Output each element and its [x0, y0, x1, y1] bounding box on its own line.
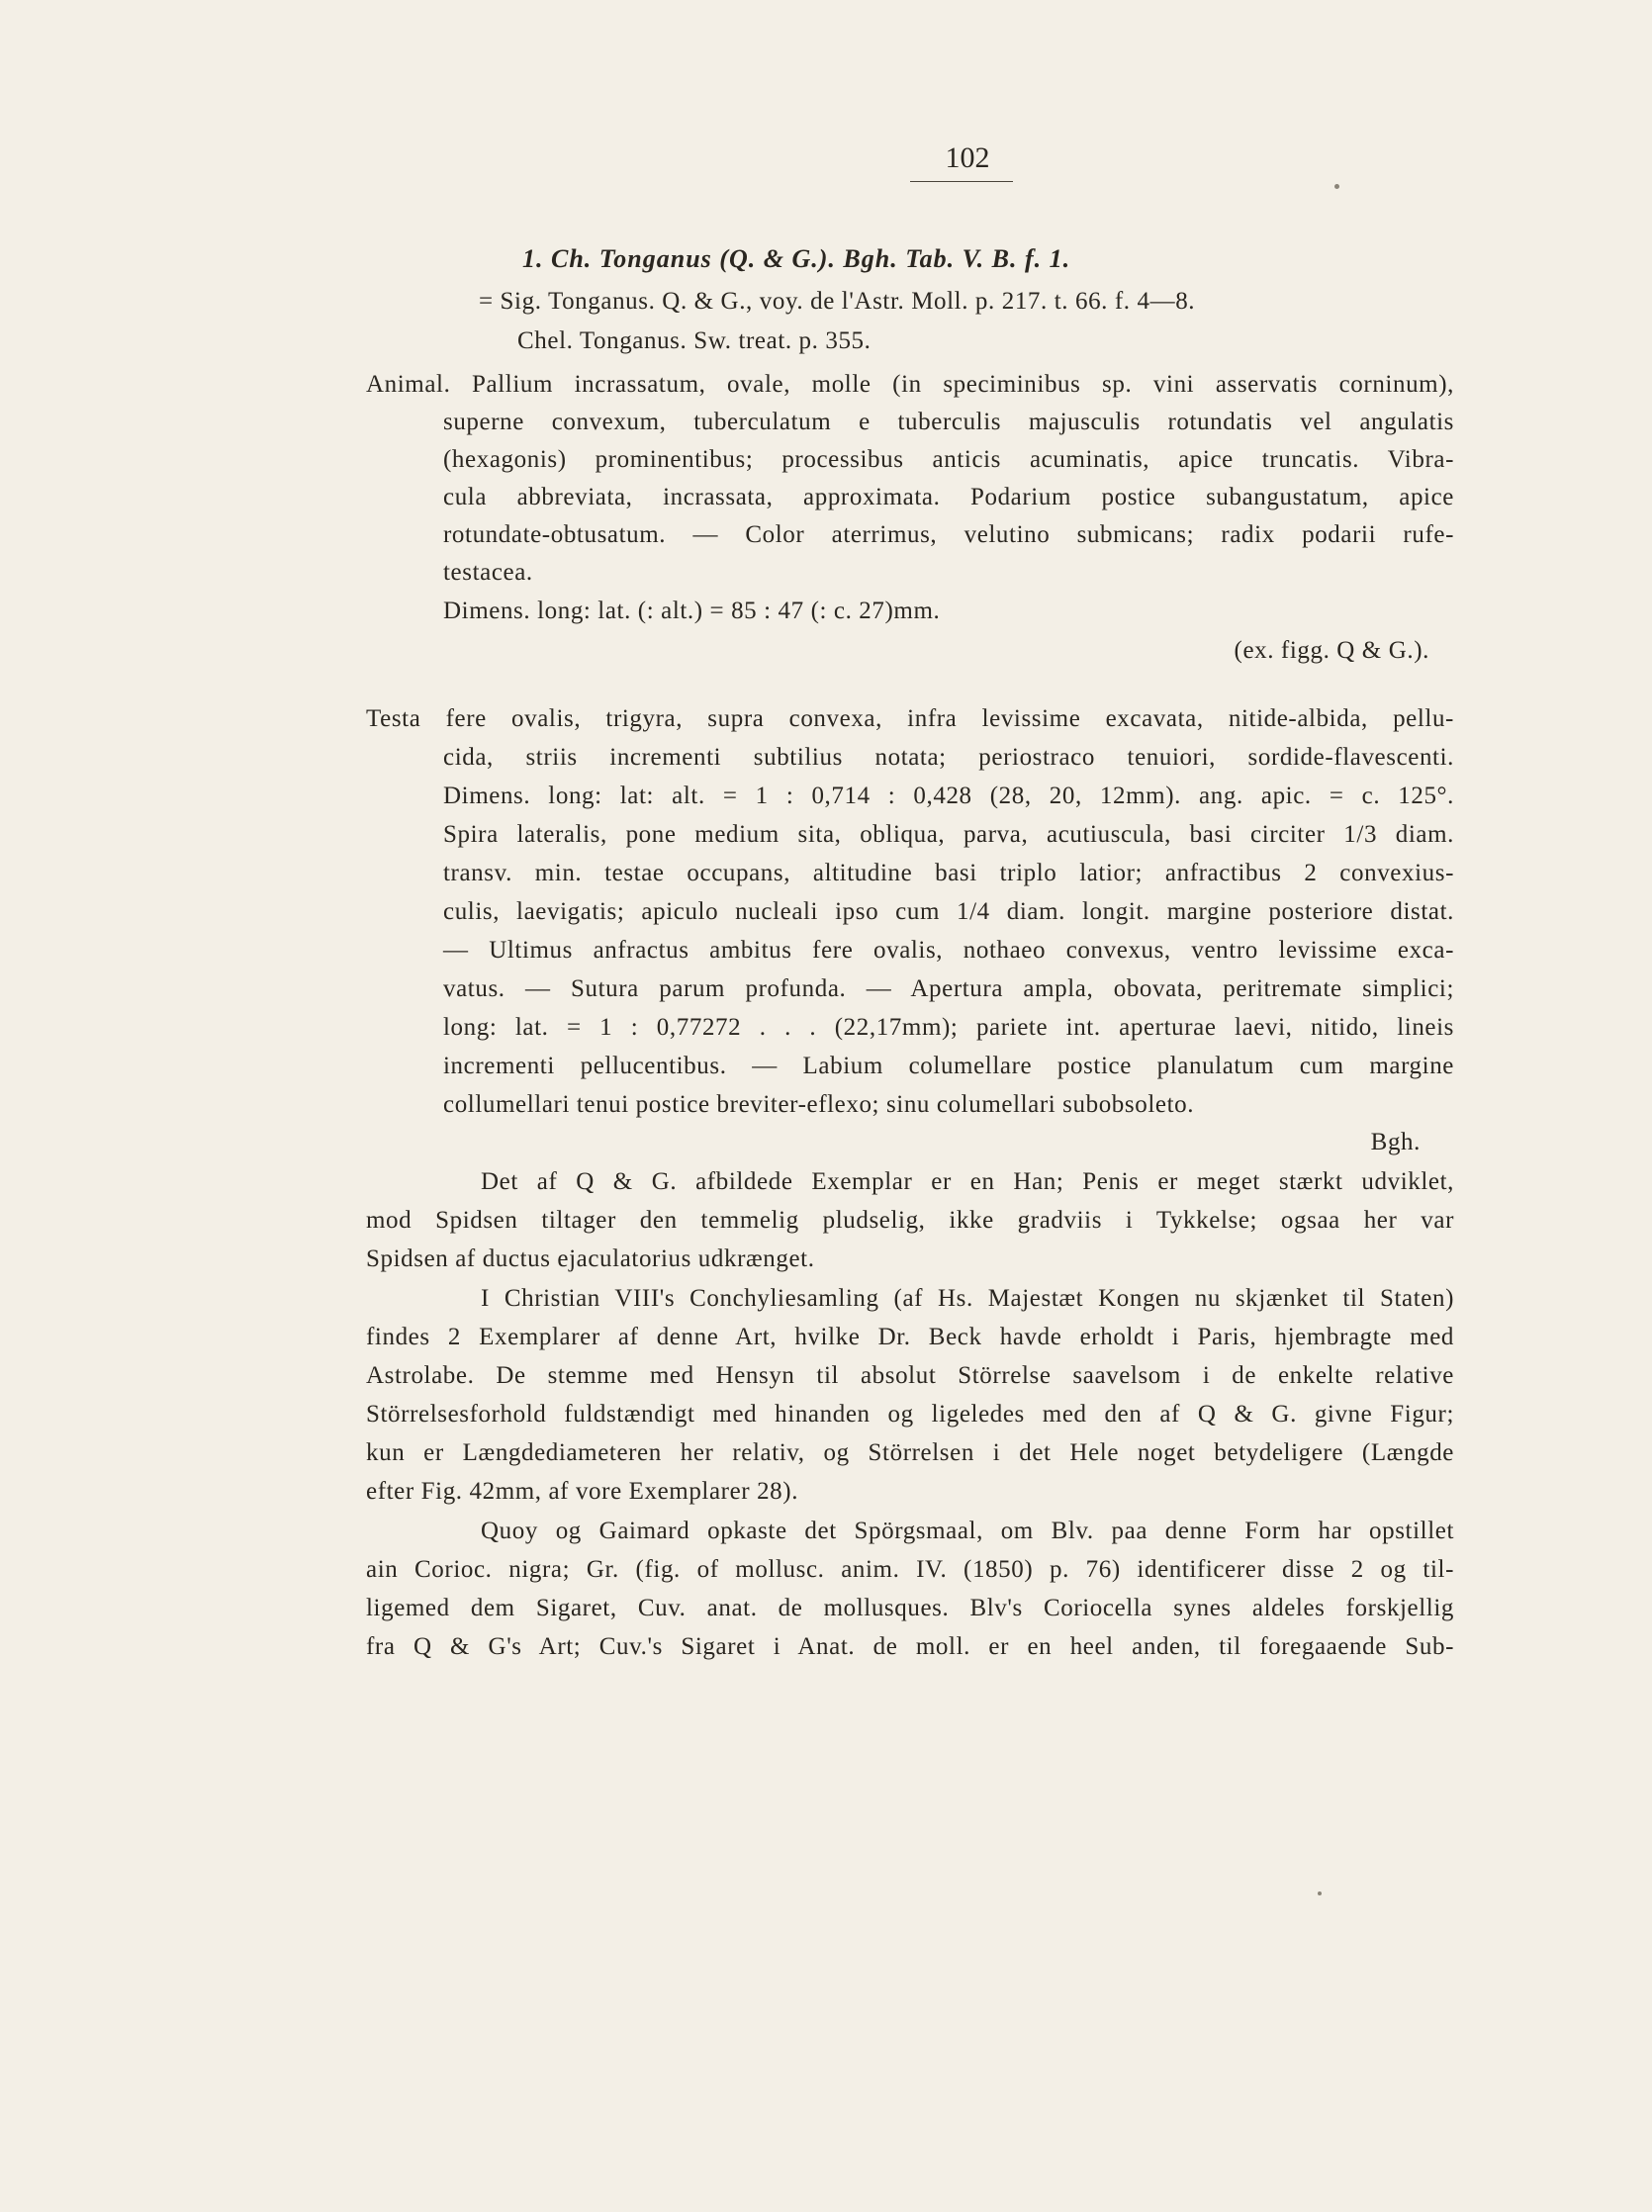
- body-line: rotundate-obtusatum. — Color aterrimus, velutino submicans; radix podarii rufe-: [443, 521, 1454, 548]
- author-signature: Bgh.: [1370, 1129, 1421, 1155]
- body-line: vatus. — Sutura parum profunda. — Apertura ampla, obovata, peritremate simplici;: [443, 975, 1454, 1002]
- species-heading: 1. Ch. Tonganus (Q. & G.). Bgh. Tab. V. B. f. 1.: [522, 244, 1071, 273]
- body-line: efter Fig. 42mm, af vore Exemplarer 28).: [366, 1478, 799, 1505]
- body-line: testacea.: [443, 559, 533, 586]
- body-line: ain Corioc. nigra; Gr. (fig. of mollusc. anim. IV. (1850) p. 76) identificerer disse 2 og til-: [366, 1556, 1454, 1583]
- synonymy-line: = Sig. Tonganus. Q. & G., voy. de l'Astr. Moll. p. 217. t. 66. f. 4—8.: [479, 288, 1196, 315]
- body-line: mod Spidsen tiltager den temmelig pludselig, ikke gradviis i Tykkelse; ogsaa her var: [366, 1207, 1454, 1234]
- body-line: long: lat. = 1 : 0,77272 . . . (22,17mm); pariete int. aperturae laevi, nitido, lineis: [443, 1014, 1454, 1041]
- body-line: culis, laevigatis; apiculo nucleali ipso cum 1/4 diam. longit. margine posteriore distat.: [443, 898, 1454, 925]
- body-line: cida, striis incrementi subtilius notata; periostraco tenuiori, sordide-flavescenti.: [443, 744, 1454, 771]
- body-line: Dimens. long: lat. (: alt.) = 85 : 47 (: c. 27)mm.: [443, 598, 941, 624]
- body-line: Testa fere ovalis, trigyra, supra convexa, infra levissime excavata, nitide-albida, pellu-: [366, 705, 1454, 732]
- body-line: fra Q & G's Art; Cuv.'s Sigaret i Anat. de moll. er en heel anden, til foregaaende Sub-: [366, 1633, 1454, 1660]
- synonymy-line: Chel. Tonganus. Sw. treat. p. 355.: [517, 327, 872, 354]
- body-line: kun er Længdediameteren her relativ, og Störrelsen i det Hele noget betydeligere (Længde: [366, 1439, 1454, 1466]
- body-line: Störrelsesforhold fuldstændigt med hinanden og ligeledes med den af Q & G. givne Figur;: [366, 1401, 1454, 1428]
- body-line: incrementi pellucentibus. — Labium columellare postice planulatum cum margine: [443, 1053, 1454, 1079]
- body-line: collumellari tenui postice breviter-eflexo; sinu columellari subobsoleto.: [443, 1091, 1195, 1118]
- paper-speck: [1334, 184, 1339, 189]
- body-line: superne convexum, tuberculatum e tuberculis majusculis rotundatis vel angulatis: [443, 409, 1454, 435]
- body-line: Spidsen af ductus ejaculatorius udkrænget.: [366, 1245, 815, 1272]
- body-line: Dimens. long: lat: alt. = 1 : 0,714 : 0,428 (28, 20, 12mm). ang. apic. = c. 125°.: [443, 783, 1454, 809]
- body-line: findes 2 Exemplarer af denne Art, hvilke Dr. Beck havde erholdt i Paris, hjembragte med: [366, 1324, 1454, 1350]
- body-line: (hexagonis) prominentibus; processibus anticis acuminatis, apice truncatis. Vibra-: [443, 446, 1454, 473]
- figure-reference: (ex. figg. Q & G.).: [1234, 637, 1429, 664]
- body-line: Det af Q & G. afbildede Exemplar er en Han; Penis er meget stærkt udviklet,: [481, 1168, 1454, 1195]
- paper-speck: [1318, 1891, 1322, 1895]
- body-line: cula abbreviata, incrassata, approximata. Podarium postice subangustatum, apice: [443, 484, 1454, 510]
- body-line: ligemed dem Sigaret, Cuv. anat. de mollusques. Blv's Coriocella synes aldeles forskjellig: [366, 1595, 1454, 1621]
- body-line: transv. min. testae occupans, altitudine basi triplo latior; anfractibus 2 convexius-: [443, 860, 1454, 886]
- page-number: 102: [945, 141, 990, 174]
- body-line: — Ultimus anfractus ambitus fere ovalis, nothaeo convexus, ventro levissime exca-: [443, 937, 1454, 964]
- body-line: Astrolabe. De stemme med Hensyn til absolut Störrelse saavelsom i de enkelte relative: [366, 1362, 1454, 1389]
- body-line: I Christian VIII's Conchyliesamling (af Hs. Majestæt Kongen nu skjænket til Staten): [481, 1285, 1454, 1312]
- page-number-rule: [910, 181, 1013, 182]
- body-line: Animal. Pallium incrassatum, ovale, molle (in speciminibus sp. vini asservatis corninum),: [366, 371, 1454, 398]
- body-line: Quoy og Gaimard opkaste det Spörgsmaal, om Blv. paa denne Form har opstillet: [481, 1518, 1454, 1544]
- body-line: Spira lateralis, pone medium sita, obliqua, parva, acutiuscula, basi circiter 1/3 diam.: [443, 821, 1454, 848]
